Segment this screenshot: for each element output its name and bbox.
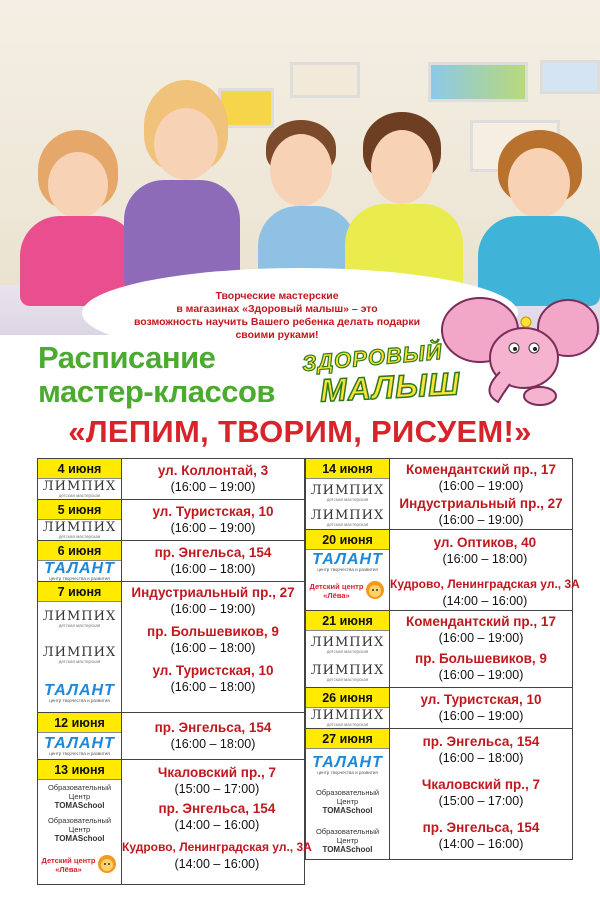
schedule-day [306, 459, 572, 530]
talant-logo [38, 561, 121, 581]
date-label: 20 июня [306, 530, 389, 550]
date-label: 13 июня [38, 760, 121, 780]
schedule-day [306, 611, 572, 688]
time-range: (16:00 – 19:00) [438, 709, 524, 723]
date-label: 7 июня [38, 582, 121, 602]
limpih-logo [306, 631, 389, 659]
brand-subtitle: Детский центр [309, 582, 364, 591]
address: Индустриальный пр., 27 [131, 585, 295, 600]
brand-name: ТАЛАНТ [312, 550, 383, 568]
brand-subtitle: Образовательный Центр [315, 787, 380, 806]
time-range: (14:00 – 16:00) [438, 837, 524, 851]
date-label: 26 июня [306, 688, 389, 708]
time-range: (14:00 – 16:00) [174, 818, 260, 832]
brand-subtitle: центр творчества и развития [49, 697, 110, 703]
brand-subtitle: детская мастерская [326, 721, 369, 727]
limpih-logo [306, 479, 389, 507]
time-range: (16:00 – 18:00) [170, 562, 256, 576]
day-entries [390, 611, 572, 687]
talant-logo [306, 550, 389, 574]
date-label: 21 июня [306, 611, 389, 631]
schedule-day [38, 713, 304, 760]
wall-drawing [540, 60, 600, 94]
time-range: (16:00 – 19:00) [438, 668, 524, 682]
brand-subtitle: центр творчества и развития [49, 575, 110, 581]
day-label-column [306, 459, 390, 529]
time-range: (16:00 – 18:00) [170, 641, 256, 655]
child-figure [478, 130, 600, 300]
tomaschool-logo [38, 780, 121, 812]
logo-word-2: МАЛЫШ [319, 365, 462, 409]
date-label: 12 июня [38, 713, 121, 733]
address: Кудрово, Ленинградская ул., 3А [390, 577, 580, 591]
elephant-mascot-icon [440, 292, 600, 412]
day-entries [122, 459, 304, 499]
time-range: (16:00 – 18:00) [438, 751, 524, 765]
brand-name: ЛИМПИХ [42, 519, 117, 535]
time-range: (16:00 – 19:00) [438, 479, 524, 493]
logo-word-1: ЗДОРОВЫЙ [301, 338, 444, 377]
tomaschool-logo [306, 821, 389, 859]
brand-subtitle: детская мастерская [58, 622, 101, 628]
brand-subtitle: Образовательный Центр [47, 815, 112, 834]
brand-name: ЛИМПИХ [42, 608, 117, 624]
hero-photo [0, 0, 600, 341]
date-label: 14 июня [306, 459, 389, 479]
time-range: (15:00 – 17:00) [438, 794, 524, 808]
schedule-day [38, 541, 304, 582]
brand-subtitle: центр творчества и развития [317, 769, 378, 775]
talant-logo [38, 733, 121, 759]
address: ул. Туристская, 10 [420, 692, 542, 707]
schedule-table-right [305, 458, 580, 860]
intro-text [118, 290, 436, 342]
time-range: (14:00 – 16:00) [174, 857, 260, 871]
brand-subtitle: детская мастерская [326, 496, 369, 502]
day-label-column [38, 541, 122, 581]
limpih-logo [306, 708, 389, 728]
intro-line: в магазинах «Здоровый малыш» – это [176, 303, 378, 315]
day-entries [122, 713, 304, 759]
talant-logo [306, 749, 389, 781]
address: пр. Энгельса, 154 [422, 734, 540, 749]
brand-subtitle: центр творчества и развития [49, 750, 110, 756]
brand-name: ЛИМПИХ [310, 634, 385, 650]
day-label-column [306, 688, 390, 728]
schedule-day [306, 729, 572, 859]
date-label: 27 июня [306, 729, 389, 749]
day-label-column [38, 500, 122, 540]
intro-line: Творческие мастерские [215, 290, 339, 302]
brand-name: ЛИМПИХ [310, 662, 385, 678]
brand-name: «Лёва» [323, 591, 350, 600]
address: пр. Энгельса, 154 [154, 545, 272, 560]
brand-name: ТАЛАНТ [44, 559, 115, 577]
day-label-column [38, 582, 122, 712]
time-range: (16:00 – 18:00) [442, 552, 528, 566]
leva-logo [38, 846, 121, 884]
address: Комендантский пр., 17 [406, 614, 556, 629]
day-entries [390, 729, 572, 859]
tomaschool-logo [38, 812, 121, 846]
day-entries [122, 500, 304, 540]
date-label: 6 июня [38, 541, 121, 561]
day-entries [390, 688, 572, 728]
schedule-day [306, 688, 572, 729]
schedule-day [38, 500, 304, 541]
title-line-2: мастер-классов [38, 374, 275, 409]
day-label-column [306, 530, 390, 610]
brand-name: ЛИМПИХ [310, 482, 385, 498]
address: ул. Оптиков, 40 [433, 535, 537, 550]
time-range: (16:00 – 18:00) [170, 737, 256, 751]
brand-name: ЛИМПИХ [42, 644, 117, 660]
brand-name: ЛИМПИХ [310, 707, 385, 723]
day-entries [390, 530, 580, 610]
day-entries [122, 541, 304, 581]
wall-drawing [290, 62, 360, 98]
brand-subtitle: Детский центр [41, 856, 96, 865]
address: Чкаловский пр., 7 [157, 765, 276, 780]
day-label-column [306, 729, 390, 859]
address: Чкаловский пр., 7 [421, 777, 541, 792]
zdorovy-malysh-logo [301, 338, 462, 411]
day-entries [122, 760, 312, 884]
schedule-day [38, 760, 312, 884]
schedule-day [38, 459, 304, 500]
limpih-logo [38, 602, 121, 636]
brand-name: «Лёва» [55, 865, 82, 874]
brand-subtitle: детская мастерская [326, 676, 369, 682]
brand-name: ТАЛАНТ [44, 734, 115, 752]
time-range: (14:00 – 16:00) [442, 594, 528, 608]
brand-subtitle: Образовательный Центр [47, 782, 112, 801]
title-line-1: Расписание [38, 340, 216, 375]
schedule-table-left [37, 458, 312, 885]
day-entries [122, 582, 304, 712]
address: пр. Энгельса, 154 [422, 820, 540, 835]
time-range: (16:00 – 19:00) [170, 480, 256, 494]
time-range: (16:00 – 18:00) [170, 680, 256, 694]
day-entries [390, 459, 572, 529]
address: Кудрово, Ленинградская ул., 3А [122, 840, 312, 854]
date-label: 5 июня [38, 500, 121, 520]
brand-name: TOMASchool [322, 805, 373, 815]
brand-name: ЛИМПИХ [310, 507, 385, 523]
time-range: (16:00 – 19:00) [438, 631, 524, 645]
day-label-column [38, 760, 122, 884]
brand-subtitle: детская мастерская [58, 492, 101, 498]
time-range: (16:00 – 19:00) [438, 513, 524, 527]
brand-subtitle: Образовательный Центр [315, 826, 380, 845]
limpih-logo [306, 659, 389, 687]
intro-line: своими руками! [235, 329, 319, 341]
limpih-logo [38, 636, 121, 674]
day-label-column [306, 611, 390, 687]
brand-name: TOMASchool [54, 833, 105, 843]
tomaschool-logo [306, 781, 389, 821]
address: ул. Туристская, 10 [152, 663, 274, 678]
talant-logo [38, 674, 121, 712]
wall-drawing [428, 62, 528, 102]
brand-name: TOMASchool [54, 800, 105, 810]
address: Комендантский пр., 17 [406, 462, 556, 477]
time-range: (16:00 – 19:00) [170, 602, 256, 616]
address: пр. Энгельса, 154 [158, 801, 276, 816]
day-label-column [38, 713, 122, 759]
brand-subtitle: центр творчества и развития [317, 566, 378, 572]
child-figure [122, 80, 242, 290]
date-label: 4 июня [38, 459, 121, 479]
brand-name: ТАЛАНТ [44, 681, 115, 699]
time-range: (16:00 – 19:00) [170, 521, 256, 535]
lion-icon [365, 580, 385, 602]
address: пр. Энгельса, 154 [154, 720, 272, 735]
schedule-day [306, 530, 580, 611]
address: Индустриальный пр., 27 [399, 496, 563, 511]
limpih-logo [306, 507, 389, 529]
day-label-column [38, 459, 122, 499]
address: пр. Большевиков, 9 [415, 651, 547, 666]
limpih-logo [38, 479, 121, 499]
lion-icon [97, 854, 117, 876]
brand-name: ТАЛАНТ [312, 753, 383, 771]
address: пр. Большевиков, 9 [147, 624, 279, 639]
brand-name: ЛИМПИХ [42, 478, 117, 494]
brand-name: TOMASchool [322, 844, 373, 854]
leva-logo [306, 574, 389, 608]
schedule-day [38, 582, 304, 713]
brand-subtitle: детская мастерская [58, 533, 101, 539]
intro-line: возможность научить Вашего ребенка делать подарки [133, 316, 421, 328]
address: ул. Туристская, 10 [152, 504, 274, 519]
brand-subtitle: детская мастерская [58, 658, 101, 664]
limpih-logo [38, 520, 121, 540]
brand-subtitle: детская мастерская [326, 521, 369, 527]
time-range: (15:00 – 17:00) [174, 782, 260, 796]
title-line-3: «ЛЕПИМ, ТВОРИМ, РИСУЕМ!» [68, 414, 532, 449]
brand-subtitle: детская мастерская [326, 648, 369, 654]
address: ул. Коллонтай, 3 [157, 463, 269, 478]
